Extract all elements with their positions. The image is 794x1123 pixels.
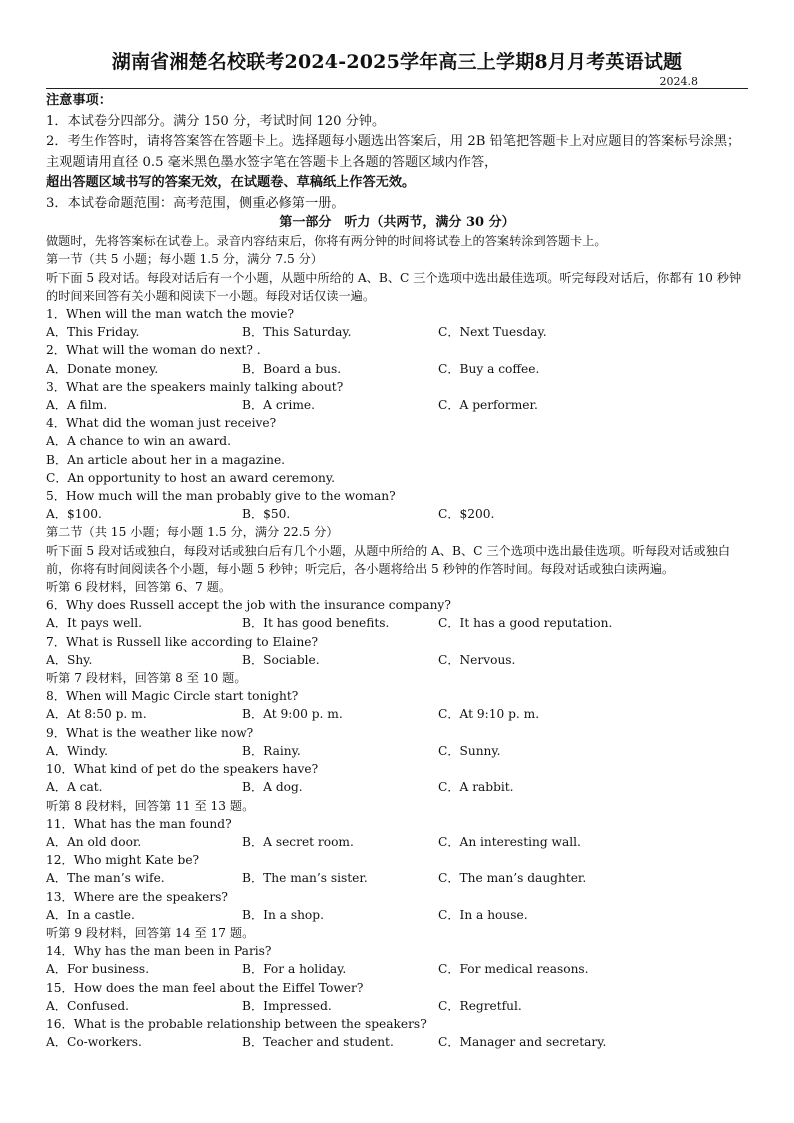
section1-intro: 听下面 5 段对话。每段对话后有一个小题，从题中所给的 A、B、C 三个选项中选出最佳选项。听完每段对话后，你都有 10 秒钟的时间来回答有关小题和阅读下一小题。每段对话仅读一遍。 (46, 270, 742, 303)
option-b[interactable]: B．$50. (242, 507, 291, 522)
material-instruction: 听第 6 段材料，回答第 6、7 题。 (46, 580, 232, 595)
section1-heading: 第一节（共 5 小题；每小题 1.5 分，满分 7.5 分） (46, 252, 323, 267)
option-b[interactable]: B．Board a bus. (242, 361, 342, 376)
option-c[interactable]: C．At 9:10 p. m. (438, 707, 540, 722)
option-c[interactable]: C．An interesting wall. (438, 834, 581, 849)
option-c[interactable]: C．A rabbit. (438, 780, 514, 795)
option-b[interactable]: B．A crime. (242, 398, 316, 413)
option-a[interactable]: A．The man’s wife. (46, 871, 165, 886)
option-a[interactable]: A．At 8:50 p. m. (46, 707, 147, 722)
notes-item: 2．考生作答时，请将答案答在答题卡上。选择题每小题选出答案后，用 2B 铅笔把答题卡上对应题目的答案标号涂黑；主观题请用直径 0.5 毫米黑色墨水签字笔在答题卡上各题的答题区域内作答， (46, 134, 741, 170)
option-b[interactable]: B．Teacher and student. (242, 1035, 394, 1050)
option-a[interactable]: A．$100. (46, 507, 102, 522)
question-stem: 8．When will Magic Circle start tonight? (46, 689, 299, 704)
title-divider (46, 88, 748, 89)
question-stem: 14．Why has the man been in Paris? (46, 944, 272, 959)
notes-section (46, 91, 748, 214)
section2-intro: 听下面 5 段对话或独白，每段对话或独白后有几个小题，从题中所给的 A、B、C 三个选项中选出最佳选项。听每段对话或独白前，你将有时间阅读各个小题，每小题 5 秒钟；听完后，各小题将给出 5 秒钟的作答时间。每段对话或独白读两遍。 (46, 543, 731, 576)
question-stem: 13．Where are the speakers? (46, 889, 228, 904)
question-stem: 9．What is the weather like now? (46, 725, 254, 740)
option-row (46, 742, 748, 760)
part1-heading: 第一部分 听力（共两节，满分 30 分） (279, 215, 515, 230)
option-a[interactable]: A．A cat. (46, 780, 103, 795)
option-row (46, 778, 748, 796)
material-instruction: 听第 9 段材料，回答第 14 至 17 题。 (46, 925, 255, 940)
option-row (46, 396, 748, 414)
option-a[interactable]: A．A chance to win an award. (46, 434, 231, 449)
exam-page (46, 48, 748, 1051)
option-a[interactable]: A．This Friday. (46, 325, 140, 340)
option-c[interactable]: C．Sunny. (438, 743, 501, 758)
option-row (46, 505, 748, 523)
option-b[interactable]: B．For a holiday. (242, 962, 347, 977)
option-c[interactable]: C．Nervous. (438, 652, 516, 667)
question-stem: 1．When will the man watch the movie? (46, 307, 295, 322)
option-a[interactable]: A．In a castle. (46, 907, 135, 922)
option-b[interactable]: B．It has good benefits. (242, 616, 390, 631)
question-stem: 15．How does the man feel about the Eiffel Tower? (46, 980, 364, 995)
question-stem: 3．What are the speakers mainly talking about? (46, 379, 344, 394)
section2-heading: 第二节（共 15 小题；每小题 1.5 分，满分 22.5 分） (46, 525, 339, 540)
option-b[interactable]: B．This Saturday. (242, 325, 352, 340)
question-stem: 2．What will the woman do next? . (46, 343, 261, 358)
material-instruction: 听第 8 段材料，回答第 11 至 13 题。 (46, 798, 255, 813)
option-row (46, 833, 748, 851)
option-row (46, 869, 748, 887)
option-a[interactable]: A．A film. (46, 398, 108, 413)
option-c[interactable]: C．$200. (438, 507, 495, 522)
option-b[interactable]: B．A secret room. (242, 834, 354, 849)
option-b[interactable]: B．Sociable. (242, 652, 320, 667)
question-stem: 12．Who might Kate be? (46, 853, 200, 868)
exam-date: 2024.8 (659, 75, 698, 88)
option-a[interactable]: A．An old door. (46, 834, 142, 849)
question-stem: 4．What did the woman just receive? (46, 416, 277, 431)
option-c[interactable]: C．An opportunity to host an award ceremony. (46, 470, 336, 485)
question-stem: 11．What has the man found? (46, 816, 232, 831)
option-c[interactable]: C．Regretful. (438, 998, 522, 1013)
notes-item: 1．本试卷分四部分。满分 150 分，考试时间 120 分钟。 (46, 113, 386, 129)
option-c[interactable]: C．In a house. (438, 907, 528, 922)
option-c[interactable]: C．Buy a coffee. (438, 361, 540, 376)
option-c[interactable]: C．Next Tuesday. (438, 325, 547, 340)
page-title: 湖南省湘楚名校联考2024-2025学年高三上学期8月月考英语试题 (111, 51, 683, 73)
option-c[interactable]: C．Manager and secretary. (438, 1035, 607, 1050)
question-stem: 7．What is Russell like according to Elaine? (46, 634, 319, 649)
option-b[interactable]: B．Rainy. (242, 743, 301, 758)
option-c[interactable]: C．It has a good reputation. (438, 616, 613, 631)
material-instruction: 听第 7 段材料，回答第 8 至 10 题。 (46, 671, 247, 686)
option-b[interactable]: B．Impressed. (242, 998, 332, 1013)
option-row (46, 614, 748, 632)
option-row (46, 997, 748, 1015)
option-row (46, 1033, 748, 1051)
option-b[interactable]: B．In a shop. (242, 907, 324, 922)
option-a[interactable]: A．Windy. (46, 743, 108, 758)
option-a[interactable]: A．Confused. (46, 998, 130, 1013)
question-stem: 10．What kind of pet do the speakers have? (46, 762, 319, 777)
option-b[interactable]: B．At 9:00 p. m. (242, 707, 343, 722)
part1-intro: 做题时，先将答案标在试卷上。录音内容结束后，你将有两分钟的时间将试卷上的答案转涂到答题卡上。 (46, 234, 607, 249)
option-row (46, 960, 748, 978)
option-a[interactable]: A．It pays well. (46, 616, 142, 631)
option-c[interactable]: C．For medical reasons. (438, 962, 589, 977)
option-b[interactable]: B．The man’s sister. (242, 871, 368, 886)
option-a[interactable]: A．Shy. (46, 652, 93, 667)
question-stem: 16．What is the probable relationship between the speakers? (46, 1016, 427, 1031)
option-b[interactable]: B．An article about her in a magazine. (46, 452, 286, 467)
notes-heading: 注意事项： (46, 93, 112, 108)
notes-item: 3．本试卷命题范围：高考范围，侧重必修第一册。 (46, 195, 345, 211)
option-c[interactable]: C．The man’s daughter. (438, 871, 587, 886)
option-b[interactable]: B．A dog. (242, 780, 303, 795)
option-a[interactable]: A．For business. (46, 962, 150, 977)
question-stem: 5．How much will the man probably give to the woman? (46, 489, 396, 504)
notes-item-emphasis: 超出答题区域书写的答案无效，在试题卷、草稿纸上作答无效。 (46, 175, 416, 190)
option-c[interactable]: C．A performer. (438, 398, 538, 413)
option-row (46, 323, 748, 341)
option-a[interactable]: A．Donate money. (46, 361, 159, 376)
option-row (46, 705, 748, 723)
option-row (46, 906, 748, 924)
option-a[interactable]: A．Co-workers. (46, 1035, 142, 1050)
option-row (46, 360, 748, 378)
option-row (46, 651, 748, 669)
question-stem: 6．Why does Russell accept the job with the insurance company? (46, 598, 451, 613)
